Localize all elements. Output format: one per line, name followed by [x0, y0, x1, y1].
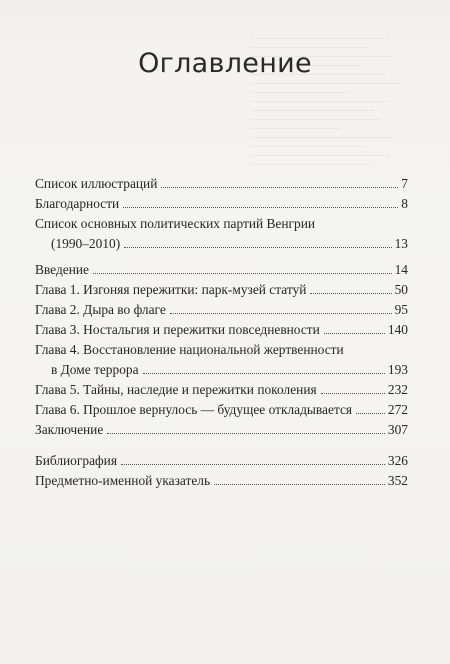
- toc-entry[interactable]: [35, 215, 408, 252]
- toc-entry[interactable]: [35, 281, 408, 298]
- dot-leader: [107, 432, 385, 434]
- toc-entry-page: 272: [387, 402, 408, 417]
- dot-leader: [324, 332, 385, 334]
- toc-entry-label: Введение: [35, 262, 89, 277]
- dot-leader: [321, 392, 385, 394]
- dot-leader: [310, 292, 391, 294]
- toc-entry-page: 140: [387, 322, 408, 337]
- toc-entry-label: Глава 5. Тайны, наследие и пережитки поколения: [35, 382, 317, 397]
- toc-entry-label: Благодарности: [35, 196, 120, 211]
- toc-entry-label-continued: (1990–2010): [51, 236, 121, 251]
- toc-entry[interactable]: [35, 452, 408, 469]
- toc-entry[interactable]: [35, 195, 408, 212]
- toc-entry-page: 8: [401, 196, 408, 211]
- dot-leader: [123, 206, 398, 208]
- toc-entry[interactable]: [35, 301, 408, 318]
- toc-chapters: [35, 261, 408, 438]
- toc-entry-label: Список иллюстраций: [35, 176, 158, 191]
- toc-entry-label: Библиография: [35, 453, 118, 468]
- dot-leader: [121, 463, 385, 465]
- toc-entry[interactable]: [35, 175, 408, 192]
- toc-entry-label: Глава 2. Дыра во флаге: [35, 302, 166, 317]
- toc-entry-page: 50: [394, 282, 408, 297]
- toc-entry[interactable]: [35, 321, 408, 338]
- toc-entry[interactable]: [35, 401, 408, 418]
- toc-entry-label: Глава 1. Изгоняя пережитки: парк-музей статуй: [35, 282, 307, 297]
- toc-entry-label-continued: в Доме террора: [51, 362, 139, 377]
- toc-entry[interactable]: [35, 381, 408, 398]
- toc-entry-page: 193: [387, 362, 408, 377]
- toc-entry-label: Заключение: [35, 422, 104, 437]
- dot-leader: [143, 372, 385, 374]
- toc-entry-label: Глава 6. Прошлое вернулось — будущее откладывается: [35, 402, 353, 417]
- dot-leader: [356, 412, 385, 414]
- toc-entry[interactable]: [35, 421, 408, 438]
- dot-leader: [161, 186, 398, 188]
- toc-back-matter: [35, 452, 408, 489]
- dot-leader: [124, 246, 391, 248]
- toc-entry-page: 7: [401, 176, 408, 191]
- toc-entry-page: 307: [387, 422, 408, 437]
- toc-entry[interactable]: [35, 261, 408, 278]
- toc-entry-label: Глава 3. Ностальгия и пережитки повседневности: [35, 322, 320, 337]
- page-title: Оглавление: [138, 48, 312, 79]
- toc-entry-page: 326: [387, 453, 408, 468]
- toc-entry-page: 13: [394, 236, 408, 251]
- toc-entry[interactable]: [35, 472, 408, 489]
- toc-entry-page: 95: [394, 302, 408, 317]
- toc-entry-page: 352: [387, 473, 408, 488]
- toc-entry-label: Предметно-именной указатель: [35, 473, 211, 488]
- toc-entry[interactable]: [35, 341, 408, 378]
- dot-leader: [170, 312, 392, 314]
- dot-leader: [214, 483, 385, 485]
- toc-entry-page: 232: [387, 382, 408, 397]
- toc-entry-page: 14: [394, 262, 408, 277]
- toc-front-matter: [35, 175, 408, 252]
- toc-entry-label: Глава 4. Восстановление национальной жертвенности: [35, 342, 344, 357]
- dot-leader: [93, 272, 392, 274]
- toc-entry-label: Список основных политических партий Венгрии: [35, 216, 316, 231]
